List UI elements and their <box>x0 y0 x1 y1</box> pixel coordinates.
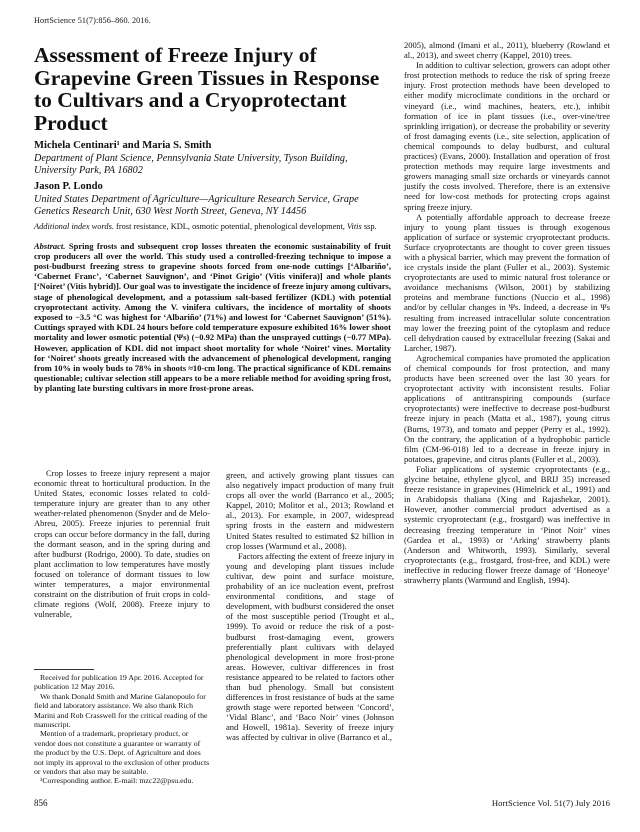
col3-paragraph-1: In addition to cultivar selection, growers can adopt other frost protection methods to reduce the risk of spring freeze injury. Frost protection methods have been developed to either modify microclimate conditions in the orchard or vineyard (i.e., wind machines, heaters, etc.), inhibit formation of ice in plant tissues (i.e., over-vine/tree sprinkling irrigation), or decrease the probability or severity of frost damaging events (i.e., site selection, application of chemical compounds to delay budburst, and cultural practices) (Evans, 2000). Installation and operation of frost protection methods may require large investments and growers managing small size orchards or vineyards cannot justify the costs involved. Therefore, there is an extensive need for low-cost methods for protecting crops against spring freeze injury. <box>404 60 610 212</box>
col3-paragraph-3: Agrochemical companies have promoted the application of chemical compounds for frost protection, and many products have been screened over the last 30 years for cryoprotectant activity with inconsistent results. Foliar applications of antitranspiring compounds (surface cryoprotectants) were ineffective to decrease post-budburst freeze injury in peach (Matta et al., 1987), young citrus (Burns, 1973), and tomato and pepper (Perry et al., 1992). On the contrary, the application of a hydrophobic particle film (CM-96-018) led to a decrease in freeze injury in potatoes, grapevine, and citrus plants (Fuller et al., 2003). <box>404 352 610 464</box>
page-number: 856 <box>34 798 48 808</box>
footer-journal: HortScience Vol. 51(7) July 2016 <box>491 798 610 808</box>
keywords-text: frost resistance, KDL, osmotic potential, phenological development, <box>113 222 347 232</box>
body-column-1 <box>34 468 210 619</box>
affiliation-primary: Department of Plant Science, Pennsylvania State University, Tyson Building, University Park, PA 16802 <box>34 153 348 177</box>
intro-paragraph: Crop losses to freeze injury represent a major economic threat to horticultural production. In the United States, economic losses related to cold-temperature injury are greater than to any other weather-related phenomenon (Snyder and de Melo-Abreu, 2005). Freeze injuries to perennial fruit crops can occur before dormancy in the fall, during the dormant season, and in the spring during and after budburst (Rodrigo, 2000). To date, studies on plant acclimation to low temperatures have mostly focused on tolerance of dormant tissues to low winter temperatures, a major environmental constraint on the distribution of fruit crops in cold-climate regions (Wolf, 2008). Freeze injury to vulnerable, <box>34 468 210 620</box>
footnote-rule <box>34 669 94 670</box>
journal-header: HortScience 51(7):856–860. 2016. <box>34 16 151 25</box>
footnotes <box>34 673 210 786</box>
col2-paragraph-1: green, and actively growing plant tissues can also negatively impact production of many fruit crops all over the world (Barranco et al., 2005; Kappel, 2010; Molitor et al., 2013; Rowland et al., 2013). For example, in 2007, widespread spring frosts in the eastern and midwestern United States resulted to estimated $2 billion in crop losses (Warmund et al., 2008). <box>226 470 394 551</box>
authors-secondary: Jason P. Londo <box>34 181 103 193</box>
footnote-disclaimer: Mention of a trademark, proprietary product, or vendor does not constitute a guarantee or warranty of the product by the U.S. Dept. of Agriculture and does not imply its approval to the exclusion of other products or vendors that also may be suitable. <box>34 729 210 777</box>
body-column-2 <box>226 470 394 743</box>
abstract-text: Spring frosts and subsequent crop losses threaten the economic sustainability of fruit crop producers all over the world. This study used a controlled-freezing technique to impose a post-budburst freezing stress to grapevine shoots forced from one-node cuttings [‘Albariño’, ‘Cabernet Franc’, ‘Cabernet Sauvignon’, and ‘Pinot Grigio’ (Vitis vinifera)] and whole plants [‘Noiret’ (Vitis hybrid)]. Our goal was to investigate the incidence of freeze injury among cultivars, stage of phenological development, and a potassium salt-based fertilizer (KDL) with potential cryoprotectant activity. Among the V. vinifera cultivars, the incidence of mortality of shoots exposed to −3.5 °C was highest for ‘Albariño’ (71%) and lowest for ‘Cabernet Sauvignon’ (51%). Cuttings sprayed with KDL 24 hours before cold temperature exposure exhibited 16% lower shoot mortality and lower osmotic potential (Ψs) (−0.92 MPa) than the unsprayed cuttings (−0.77 MPa). However, application of KDL did not impact shoot mortality for whole ‘Noiret’ vines. Mortality for ‘Noiret’ shoots greatly increased with the advancement of phenological development, ranging from 10% in wooly buds to 78% in shoots ≈10-cm long. The practical significance of KDL remains questionable; cultivar selection still appears to be a more reliable method for avoiding spring frost, by planting late bursting cultivars in more frost-prone areas. <box>34 240 391 394</box>
abstract-label: Abstract. <box>34 240 66 251</box>
footnote-thanks: We thank Donald Smith and Marine Galanopoulo for field and laboratory assistance. We also thank Rich Marini and Rob Crasswell for the critical reading of the manuscript. <box>34 691 208 730</box>
affiliation-secondary: United States Department of Agriculture—Agriculture Research Service, Grape Genetics Research Unit, 630 West North Street, Geneva, NY 14456 <box>34 194 359 218</box>
col2-paragraph-2: Factors affecting the extent of freeze injury in young and developing plant tissues include cultivar, dew point and surface moisture, probability of an ice nucleation event, prefrost environmental conditions, and stage of development, with budburst considered the onset of the most susceptible period (Trought et al., 1999). To avoid or reduce the risk of a post-budburst frost-damaging event, growers preferentially plant cultivars with delayed phenological development in more frost-prone areas. However, cultivar differences in frost resistance appeared to be related to factors other than bud phenology. Small but consistent differences in frost resistance of buds at the same growth stage were reported between ‘Concord’, ‘Vidal Blanc’, and ‘Baco Noir’ vines (Johnson and Howell, 1981a). Severity of freeze injury was affected by cultivar in olive (Barranco et al., <box>226 550 394 743</box>
col3-paragraph-0: 2005), almond (Imani et al., 2011), blueberry (Rowland et al., 2013), and sweet cherry (Kappel, 2010) trees. <box>404 40 610 61</box>
keywords-label: Additional index words. <box>34 222 114 232</box>
keywords-end: ssp. <box>361 222 377 232</box>
abstract <box>34 241 391 394</box>
col3-paragraph-2: A potentially affordable approach to decrease freeze injury to young plant tissues is through exogenous application of surface or systemic cryoprotectant products. Surface cryoprotectants are thought to cover green tissues with a physical barrier, which may prevent the formation of ice crystals inside the plant (Fuller et al., 2003). Systemic cryoprotectants are used to mimic natural frost tolerance or avoidance mechanisms (Wilson, 2001) by stabilizing proteins and membrane functions (Nuccio et al., 1998) and/or by cellular changes in Ψs. Indeed, a decrease in Ψs resulting from increased intracellular solute concentration may lower the freezing point of the cytoplasm and reduce cell dehydration caused by extracellular freezing (Sakai and Larcher, 1987). <box>404 211 610 353</box>
authors-primary: Michela Centinari¹ and Maria S. Smith <box>34 140 212 152</box>
keywords-genus: Vitis <box>347 222 362 232</box>
col3-paragraph-4: Foliar applications of systemic cryoprotectants (e.g., glycine betaine, ethylene glycol, and BRIJ 35) increased freeze resistance in grapevines (Himelrick et al., 1991) and in Arabidopsis thaliana (Xing and Rajashekar, 2001). However, another commercial product advertised as a systemic cryoprotectant (e.g., frostgard) was ineffective in decreasing freezing temperature in ‘Pinot Noir’ vines (Gardea et al., 1993) or ‘Arking’ strawberry plants (Anderson and Whitworth, 1993). Similarly, several cryoprotectants (e.g., frostgard, frost-free, and KDL) were ineffective in reducing flower freeze damage of ‘Honeoye’ strawberry plants (Warmund and English, 1994). <box>404 463 610 585</box>
footnote-corresponding: ¹Corresponding author. E-mail: mzc22@psu.edu. <box>40 776 194 786</box>
title-block <box>34 44 391 394</box>
footnote-received: Received for publication 19 Apr. 2016. Accepted for publication 12 May 2016. <box>34 673 204 692</box>
body-column-3 <box>404 40 610 585</box>
paper-title: Assessment of Freeze Injury of Grapevine Green Tissues in Response to Cultivars and a Cryoprotectant Product <box>34 43 380 135</box>
keywords <box>34 222 391 232</box>
